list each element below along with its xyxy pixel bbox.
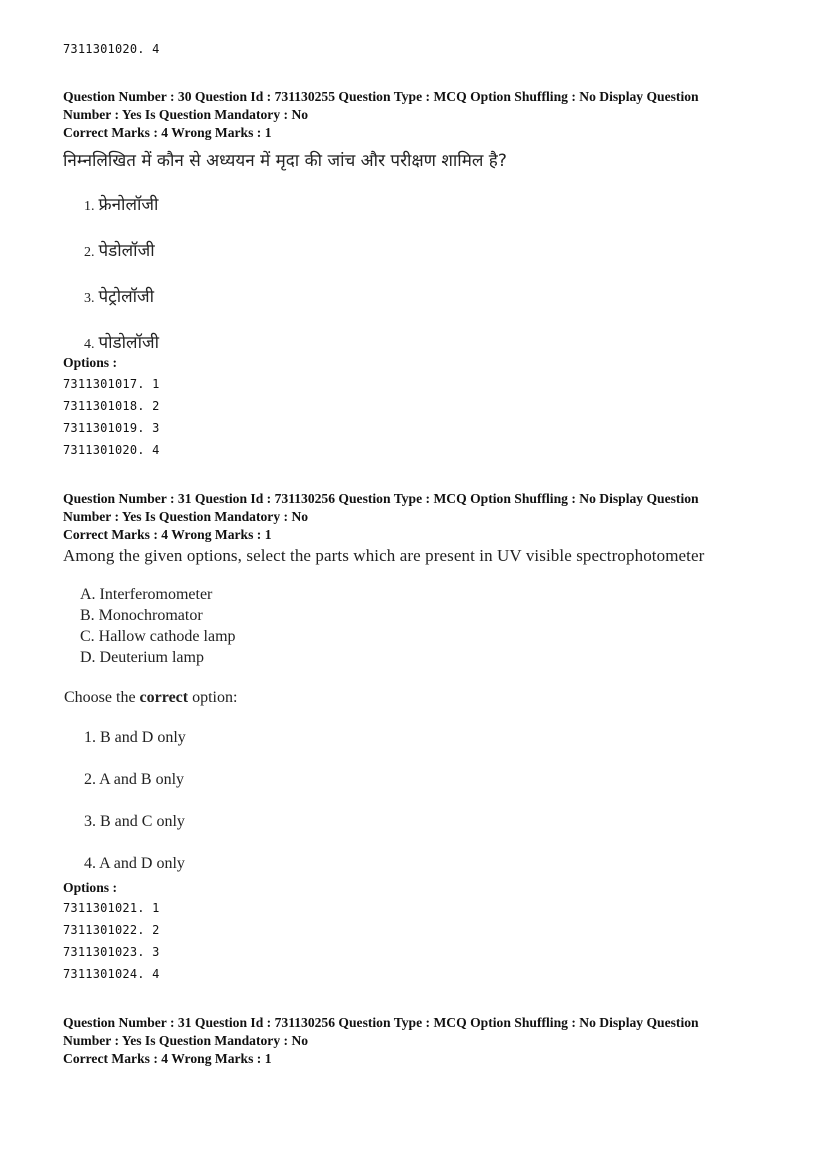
part-b: B. Monochromator (80, 607, 203, 624)
choice-number: 2. (84, 771, 96, 788)
choice-label: A and B only (99, 771, 185, 788)
choice-1 (84, 729, 186, 747)
option-code: 7311301019. 3 (63, 421, 160, 435)
question-marks: Correct Marks : 4 Wrong Marks : 1 (63, 1051, 272, 1066)
choice-4 (84, 855, 185, 873)
choice-label: पेडोलॉजी (98, 241, 155, 261)
part-c: C. Hallow cathode lamp (80, 628, 236, 645)
choice-label: फ्रेनोलॉजी (98, 195, 159, 215)
option-code: 7311301022. 2 (63, 923, 160, 937)
part-d: D. Deuterium lamp (80, 649, 204, 666)
choice-label: पोडोलॉजी (98, 333, 160, 353)
choice-2 (84, 238, 155, 261)
choice-number: 3. (84, 813, 96, 830)
choice-number: 1. (84, 199, 95, 214)
choice-number: 2. (84, 245, 95, 260)
choice-number: 4. (84, 337, 95, 352)
choose-instruction (64, 689, 237, 707)
option-code: 7311301023. 3 (63, 945, 160, 959)
option-code: 7311301018. 2 (63, 399, 160, 413)
option-code: 7311301024. 4 (63, 967, 160, 981)
choice-label: B and C only (100, 813, 185, 830)
options-label: Options : (63, 880, 118, 895)
options-label: Options : (63, 355, 118, 370)
option-code: 7311301017. 1 (63, 377, 160, 391)
question-meta-line2: Number : Yes Is Question Mandatory : No (63, 509, 309, 524)
question-meta-line2: Number : Yes Is Question Mandatory : No (63, 107, 309, 122)
question-meta (63, 1014, 763, 1068)
question-marks: Correct Marks : 4 Wrong Marks : 1 (63, 125, 272, 140)
question-text: निम्नलिखित में कौन से अध्ययन में मृदा की जांच और परीक्षण शामिल है? (63, 151, 507, 171)
question-text: Among the given options, select the parts which are present in UV visible spectrophotometer (63, 546, 705, 565)
choice-number: 3. (84, 291, 95, 306)
question-meta (63, 88, 763, 142)
choose-bold: correct (139, 689, 189, 706)
question-marks: Correct Marks : 4 Wrong Marks : 1 (63, 527, 272, 542)
choose-suffix: option: (188, 689, 238, 706)
choice-2 (84, 771, 184, 789)
choice-3 (84, 284, 154, 307)
choice-number: 1. (84, 729, 96, 746)
choice-1 (84, 192, 158, 215)
choice-label: B and D only (100, 729, 186, 746)
question-meta-line2: Number : Yes Is Question Mandatory : No (63, 1033, 309, 1048)
option-code: 7311301021. 1 (63, 901, 160, 915)
question-meta-line1: Question Number : 30 Question Id : 731130255 Question Type : MCQ Option Shuffling : No Display Question (63, 89, 699, 104)
question-meta-line1: Question Number : 31 Question Id : 731130256 Question Type : MCQ Option Shuffling : No Display Question (63, 1015, 699, 1030)
question-meta-line1: Question Number : 31 Question Id : 731130256 Question Type : MCQ Option Shuffling : No Display Question (63, 491, 699, 506)
question-meta (63, 490, 763, 544)
option-code: 7311301020. 4 (63, 443, 160, 457)
choice-label: A and D only (99, 855, 185, 872)
choice-3 (84, 813, 185, 831)
choose-prefix: Choose the (64, 689, 140, 706)
header-option-code: 7311301020. 4 (63, 42, 160, 56)
part-a: A. Interferomometer (80, 586, 213, 603)
choice-4 (84, 330, 159, 353)
choice-number: 4. (84, 855, 96, 872)
choice-label: पेट्रोलॉजी (98, 287, 155, 307)
